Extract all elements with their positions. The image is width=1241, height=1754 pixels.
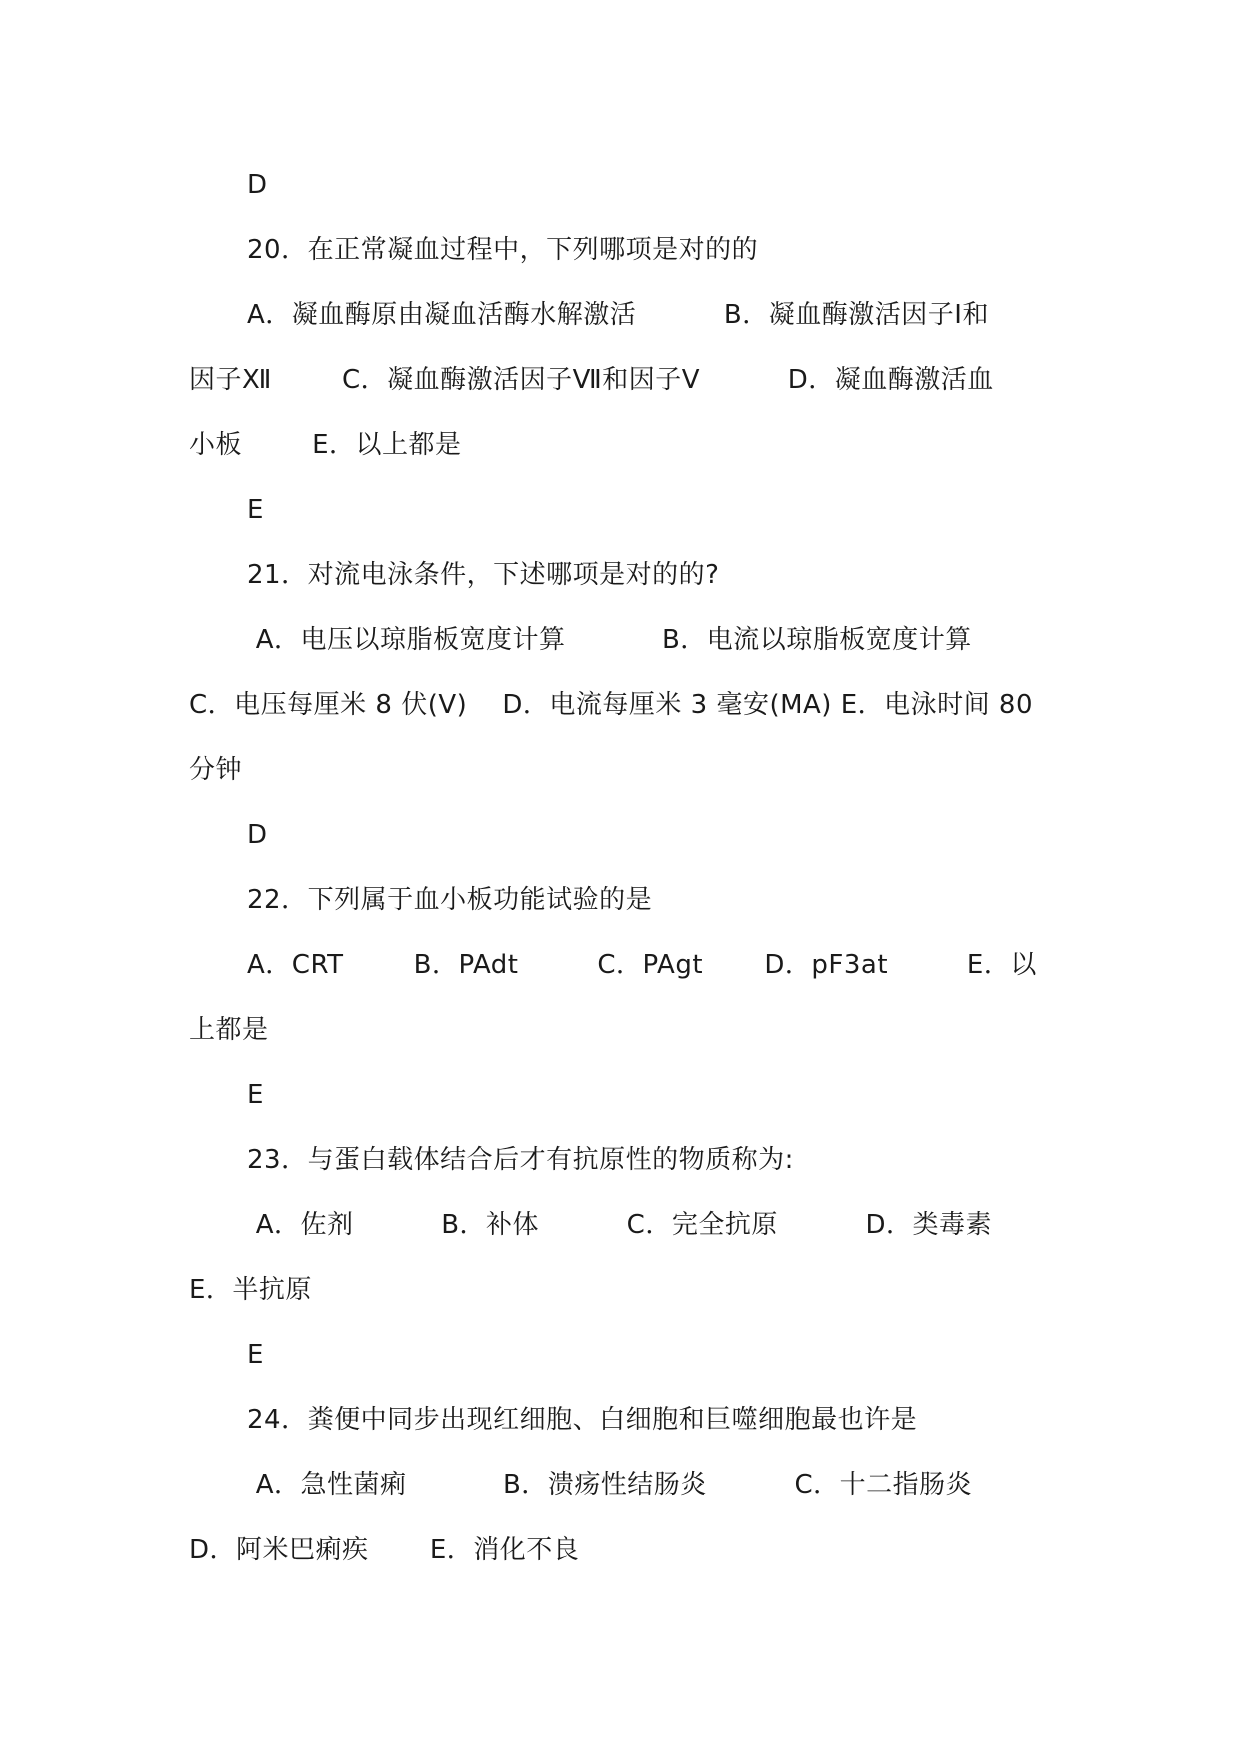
question-21-options-3: 分钟 <box>189 755 243 785</box>
question-23: 23．与蛋白载体结合后才有抗原性的物质称为: <box>247 1145 794 1175</box>
question-21-options-2: C．电压每厘米 8 伏(V) D．电流每厘米 3 毫安(MA) E．电泳时间 80 <box>189 690 1033 720</box>
question-23-options-2: E．半抗原 <box>189 1275 312 1305</box>
question-20-options-3: 小板 E．以上都是 <box>189 430 462 460</box>
question-20: 20．在正常凝血过程中，下列哪项是对的的 <box>247 235 759 265</box>
question-22-options-1: A．CRT B．PAdt C．PAgt D．pF3at E．以 <box>247 950 1037 980</box>
question-23-options-1: A．佐剂 B．补体 C．完全抗原 D．类毒素 <box>247 1210 993 1240</box>
answer-20: E <box>247 495 264 525</box>
question-24: 24．粪便中同步出现红细胞、白细胞和巨噬细胞最也许是 <box>247 1405 918 1435</box>
answer-21: D <box>247 820 268 850</box>
answer-23: E <box>247 1340 264 1370</box>
question-20-options-1: A．凝血酶原由凝血活酶水解激活 B．凝血酶激活因子Ⅰ和 <box>247 300 989 330</box>
question-24-options-1: A．急性菌痢 B．溃疡性结肠炎 C．十二指肠炎 <box>247 1470 973 1500</box>
question-21: 21．对流电泳条件，下述哪项是对的的? <box>247 560 720 590</box>
question-20-options-2: 因子Ⅻ C．凝血酶激活因子Ⅶ和因子Ⅴ D．凝血酶激活血 <box>189 365 994 395</box>
question-24-options-2: D．阿米巴痢疾 E．消化不良 <box>189 1535 580 1565</box>
question-22-options-2: 上都是 <box>189 1015 269 1045</box>
answer-22: E <box>247 1080 264 1110</box>
answer-19: D <box>247 170 268 200</box>
question-21-options-1: A．电压以琼脂板宽度计算 B．电流以琼脂板宽度计算 <box>247 625 972 655</box>
question-22: 22．下列属于血小板功能试验的是 <box>247 885 653 915</box>
